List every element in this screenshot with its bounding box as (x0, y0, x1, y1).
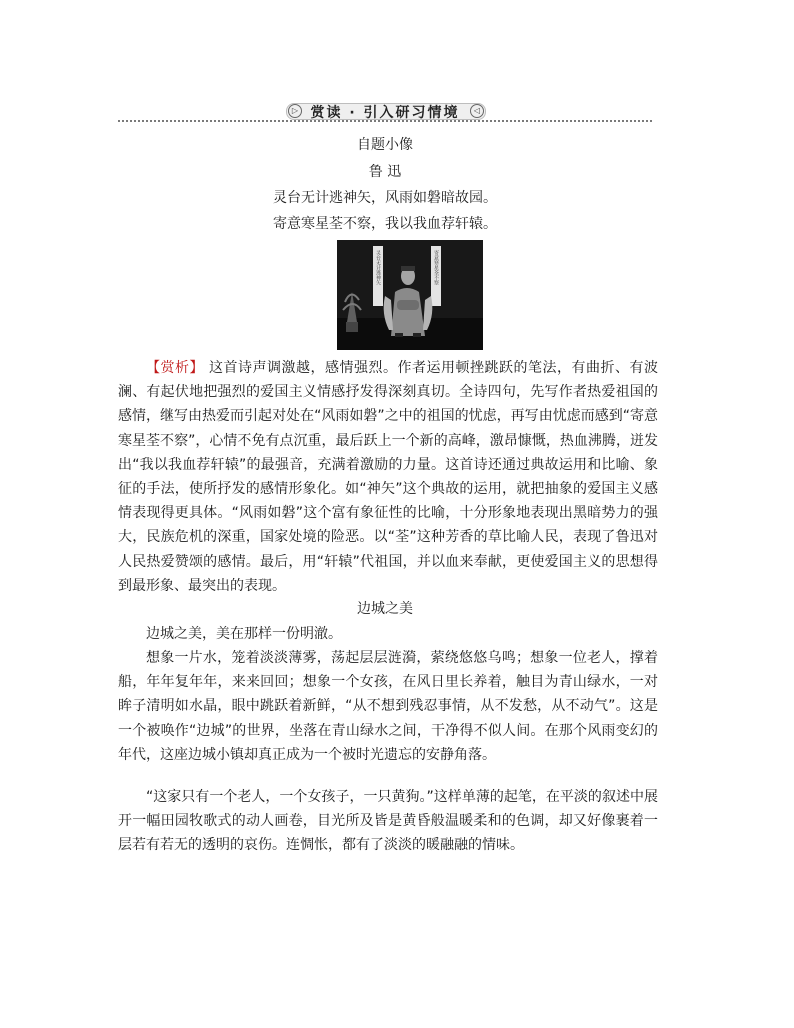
appreciation-paragraph (118, 356, 658, 598)
poem-line-2: 寄意寒星荃不察，我以我血荐轩辕。 (273, 216, 497, 232)
section-title: 赏读 · 引入研习情境 (310, 105, 460, 121)
svg-text:寄意寒星荃不察: 寄意寒星荃不察 (433, 250, 439, 285)
essay-paragraph-1: 边城之美，美在那样一份明澈。 (146, 626, 342, 642)
calligraphy-scroll-right (431, 246, 441, 306)
poem-line-1: 灵台无计逃神矢，风雨如磐暗故园。 (273, 190, 497, 206)
poem-title: 自题小像 (357, 137, 413, 153)
svg-text:灵台无计逃神矢: 灵台无计逃神矢 (375, 250, 381, 285)
portrait-photo (337, 240, 483, 350)
essay-paragraph-3: “这家只有一个老人，一个女孩子，一只黄狗。”这样单薄的起笔，在平淡的叙述中展开一幅田园牧歌式的动人画卷，目光所及皆是黄昏般温暖柔和的色调，却又好像裹着一层若有若无的透明的哀伤。连惆怅，都有了淡淡的暖融融的情味。 (118, 789, 658, 854)
section-header (118, 100, 652, 126)
essay-title: 边城之美 (357, 601, 413, 617)
portrait-illustration (337, 240, 483, 350)
calligraphy-scroll-left (373, 246, 383, 306)
right-arrow-icon: ▷ (288, 104, 302, 118)
essay-paragraph-2: 想象一片水，笼着淡淡薄雾，荡起层层涟漪，萦绕悠悠乌鸣；想象一位老人，撑着船，年年复年年，来来回回；想象一个女孩，在风日里长养着，触目为青山绿水，一对眸子清明如水晶，眼中跳跃着新鲜，“从不想到残忍事情，从不发愁，从不动气”。这是一个被唤作“边城”的世界，坐落在青山绿水之间，干净得不似人间。在那个风雨变幻的年代，这座边城小镇却真正成为一个被时光遗忘的安静角落。 (118, 650, 658, 763)
left-arrow-icon: ◁ (470, 104, 484, 118)
appreciation-tag: 【赏析】 (146, 360, 205, 376)
appreciation-text: 这首诗声调激越，感情强烈。作者运用顿挫跳跃的笔法，有曲折、有波澜、有起伏地把强烈的爱国主义情感抒发得深刻真切。全诗四句，先写作者热爱祖国的感情，继写由热爱而引起对处在“风雨如磐”之中的祖国的忧虑，再写由忧虑而感到“寄意寒星荃不察”，心情不免有点沉重，最后跃上一个新的高峰，激昂慷慨，热血沸腾，迸发出“我以我血荐轩辕”的最强音，充满着激励的力量。这首诗还通过典故运用和比喻、象征的手法，使所抒发的感情形象化。如“神矢”这个典故的运用，就把抽象的爱国主义感情表现得更具体。“风雨如磐”这个富有象征性的比喻，十分形象地表现出黑暗势力的强大，民族危机的深重，国家处境的险恶。以“荃”这种芳香的草比喻人民，表现了鲁迅对人民热爱赞颂的感情。最后，用“轩辕”代祖国，并以血来奉献，更使爱国主义的思想得到最形象、最突出的表现。 (118, 360, 659, 594)
poem-author: 鲁 迅 (368, 164, 402, 180)
